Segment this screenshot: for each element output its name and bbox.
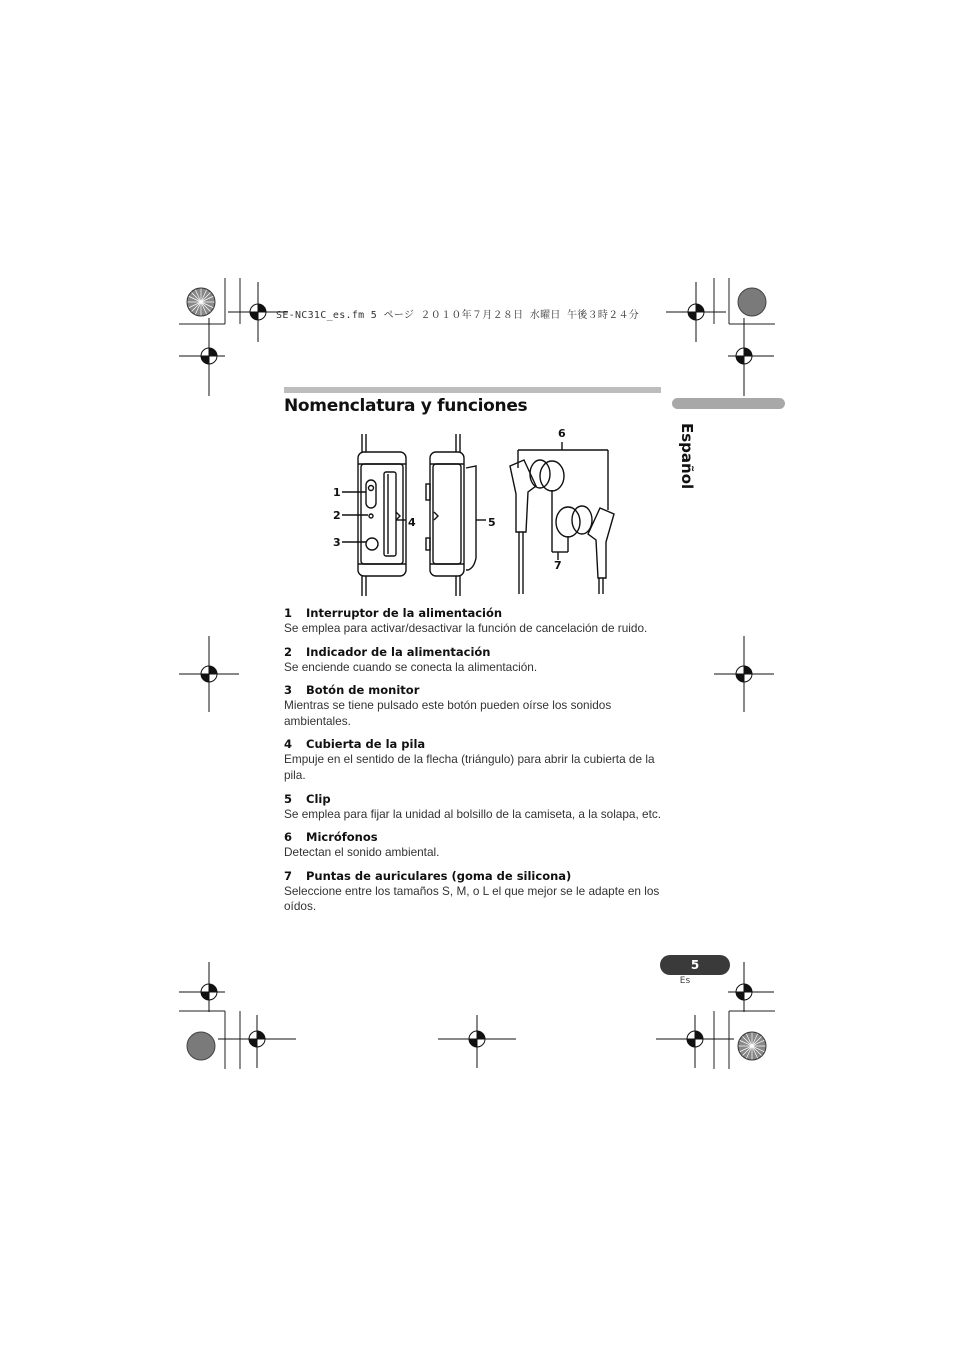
diagram-label-3: 3 — [333, 536, 341, 549]
item-title: Botón de monitor — [306, 683, 420, 698]
print-header: SE-NC31C_es.fm 5 ページ ２０１０年７月２８日 水曜日 午後３時２４分 — [276, 310, 640, 321]
diagram-label-7: 7 — [554, 559, 562, 572]
item-number: 4 — [284, 737, 293, 752]
item-heading — [284, 869, 664, 884]
item-number: 2 — [284, 644, 293, 659]
list-item — [284, 683, 664, 729]
item-heading — [284, 792, 664, 807]
language-tab — [668, 423, 708, 493]
item-title: Cubierta de la pila — [306, 737, 426, 752]
diagram-label-6: 6 — [558, 427, 566, 440]
item-title: Interruptor de la alimentación — [306, 606, 503, 620]
list-item — [284, 869, 664, 915]
language-tab-label: Español — [678, 423, 696, 490]
item-title: Indicador de la alimentación — [306, 644, 491, 659]
list-item — [284, 792, 664, 823]
item-heading — [284, 683, 664, 698]
page-number: 5 — [660, 955, 730, 975]
crosshair-icon — [179, 318, 239, 398]
crosshair-icon — [714, 636, 774, 716]
item-number: 1 — [284, 606, 293, 620]
item-description: Se emplea para fijar la unidad al bolsillo de la camiseta, a la solapa, etc. — [284, 806, 662, 821]
diagram-label-4: 4 — [408, 516, 416, 529]
section-title: Nomenclatura y funciones — [284, 396, 528, 416]
registration-dot-icon — [736, 286, 768, 318]
registration-star-icon — [185, 286, 217, 318]
item-number: 6 — [284, 830, 293, 845]
registration-star-icon — [736, 1030, 768, 1062]
earphones — [510, 442, 614, 594]
crosshair-icon — [179, 636, 239, 716]
control-unit-front — [342, 434, 406, 596]
item-description: Se emplea para activar/desactivar la función de cancelación de ruido. — [284, 621, 648, 635]
page-language-code: Es — [679, 976, 691, 986]
item-description: Mientras se tiene pulsado este botón pueden oírse los sonidos ambientales. — [284, 698, 612, 728]
diagram-label-5: 5 — [488, 516, 496, 529]
item-description: Se enciende cuando se conecta la alimentación. — [284, 659, 538, 674]
diagram-label-2: 2 — [333, 509, 341, 522]
language-tab-bar — [672, 398, 785, 409]
item-title: Puntas de auriculares (goma de silicona) — [306, 868, 572, 883]
crosshair-icon — [218, 1010, 298, 1070]
item-description: Empuje en el sentido de la flecha (triángulo) para abrir la cubierta de la pila. — [284, 752, 655, 782]
item-heading — [284, 645, 664, 660]
crosshair-icon — [714, 318, 774, 398]
list-item — [284, 645, 664, 676]
crosshair-icon — [656, 1010, 736, 1070]
item-title: Micrófonos — [306, 830, 378, 845]
item-title: Clip — [306, 791, 331, 806]
title-rule — [284, 387, 661, 393]
registration-dot-icon — [185, 1030, 217, 1062]
diagram-label-1: 1 — [333, 486, 341, 499]
item-heading — [284, 737, 664, 752]
item-number: 3 — [284, 683, 293, 698]
list-item — [284, 830, 664, 861]
item-description: Detectan el sonido ambiental. — [284, 845, 440, 860]
item-number: 5 — [284, 791, 293, 806]
list-item — [284, 737, 664, 783]
feature-list — [284, 606, 664, 923]
list-item — [284, 606, 664, 637]
item-heading — [284, 830, 664, 845]
product-diagram — [330, 428, 630, 598]
item-heading — [284, 606, 664, 621]
item-number: 7 — [284, 868, 293, 883]
control-unit-side — [426, 434, 486, 596]
item-description: Seleccione entre los tamaños S, M, o L el que mejor se le adapte en los oídos. — [284, 883, 660, 914]
crosshair-icon — [438, 1010, 518, 1070]
